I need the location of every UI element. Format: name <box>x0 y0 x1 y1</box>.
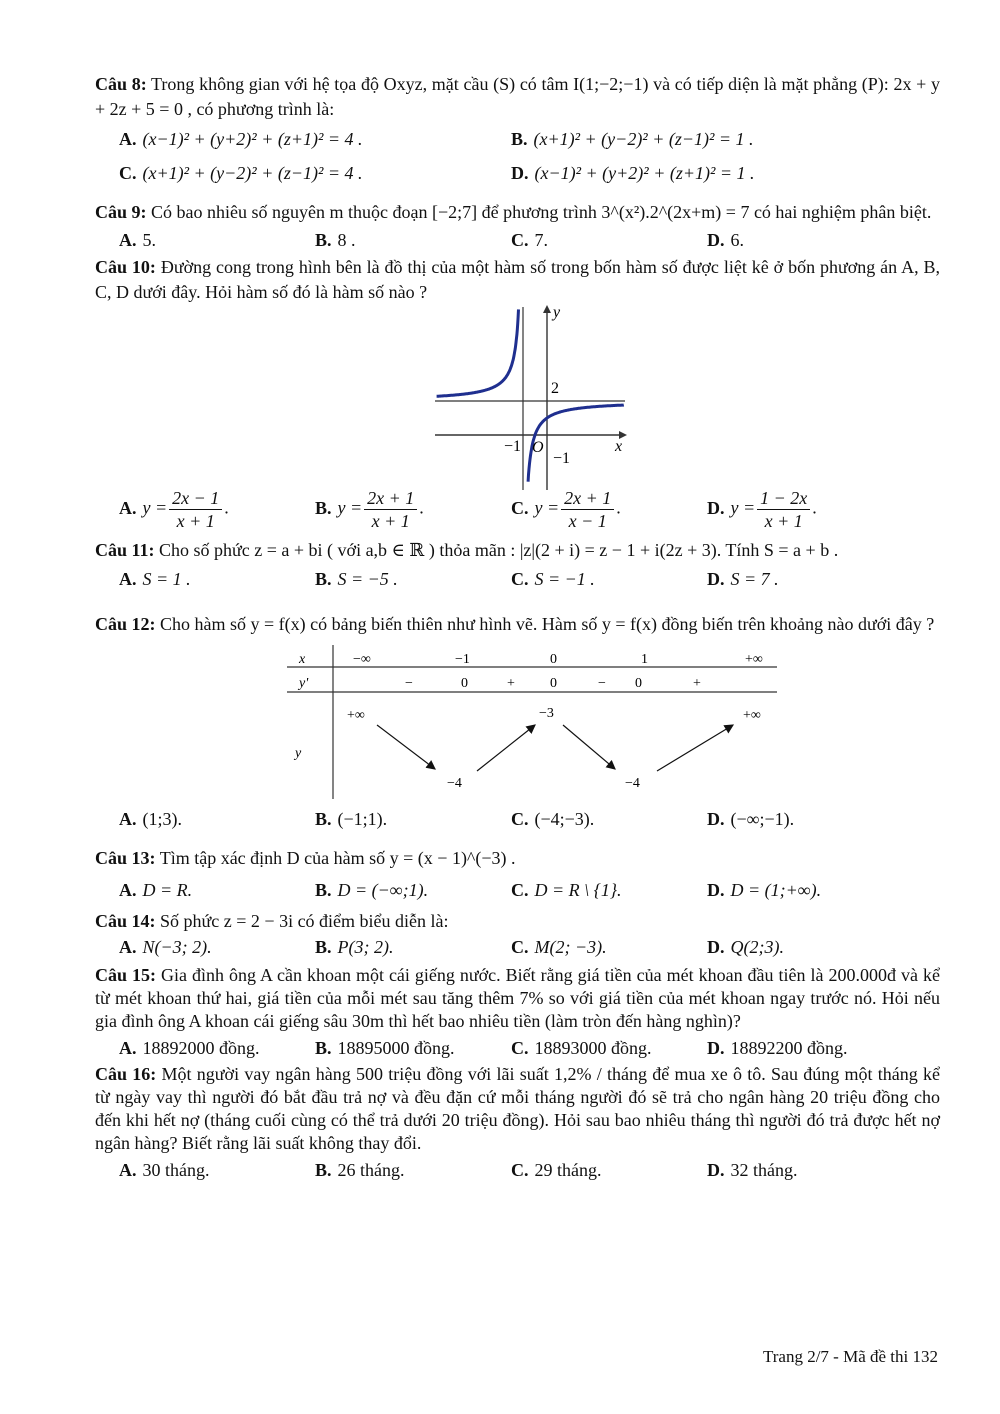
graph-svg <box>95 305 940 505</box>
y-value: −4 <box>447 776 462 791</box>
question-11 <box>95 538 940 563</box>
function-graph <box>95 305 940 505</box>
options-q11 <box>119 566 940 592</box>
option-c[interactable]: C. 29 tháng. <box>511 1160 602 1180</box>
question-label: Câu 11: <box>95 540 155 560</box>
question-label: Câu 15: <box>95 965 156 985</box>
header-x: x <box>299 652 306 667</box>
options-q16 <box>119 1157 940 1183</box>
option-b[interactable]: B. y = $\frac{2x + 1}{x + 1}$ . <box>315 488 424 531</box>
option-a[interactable]: A. (x−1)² + (y+2)² + (z+1)² = 4 . <box>119 129 363 149</box>
x-label: x <box>615 438 623 455</box>
option-a[interactable]: A. (1;3). <box>119 809 182 829</box>
yprime-value: − <box>598 676 606 691</box>
option-c[interactable]: C. (x+1)² + (y−2)² + (z−1)² = 4 . <box>119 163 363 183</box>
question-label: Câu 10: <box>95 257 156 277</box>
curve-left-branch <box>437 309 519 396</box>
option-b[interactable]: B. 8 . <box>315 230 356 250</box>
question-text: Gia đình ông A cần khoan một cái giếng nước. Biết rằng giá tiền của mét khoan đầu tiên là 200.000đ và kể từ mét khoan thứ hai, giá tiền của mỗi mét sau tăng thêm 7% so với giá tiền của mét khoan ngay trước nó. Hỏi nếu gia đình ông A khoan cái giếng sâu 30m thì hết bao nhiêu tiền (làm tròn đến hàng nghìn)? <box>95 965 940 1031</box>
question-14 <box>95 909 940 934</box>
option-b[interactable]: B. P(3; 2). <box>315 937 394 957</box>
arrow-increase <box>657 725 733 771</box>
header-yprime: y' <box>299 676 309 691</box>
option-c[interactable]: C. M(2; −3). <box>511 937 607 957</box>
option-a[interactable]: A. N(−3; 2). <box>119 937 212 957</box>
options-q15 <box>119 1035 940 1061</box>
y-value: +∞ <box>743 708 761 723</box>
question-text: Một người vay ngân hàng 500 triệu đồng với lãi suất 1,2% / tháng để mua xe ô tô. Sau đúng một tháng kể từ ngày vay thì người đó bắt đầu trả nợ và đều đặn cứ mỗi tháng người đó sẽ trả cho ngân hàng 20 triệu đồng cho đến khi hết nợ (tháng cuối cùng có thể trả dưới 20 triệu đồng). Hỏi sau bao nhiêu tháng thì người đó trả được hết nợ ngân hàng? Biết rằng lãi suất không thay đổi. <box>95 1064 941 1153</box>
x-value: +∞ <box>745 652 763 667</box>
option-d[interactable]: D. Q(2;3). <box>707 937 784 957</box>
option-b[interactable]: B. S = −5 . <box>315 569 398 589</box>
option-c[interactable]: C. D = R \ {1}. <box>511 880 622 900</box>
options-q8-row2 <box>119 160 940 186</box>
y-value: +∞ <box>347 708 365 723</box>
option-a[interactable]: A. 18892000 đồng. <box>119 1038 260 1058</box>
page-footer: Trang 2/7 - Mã đề thi 132 <box>762 1347 938 1366</box>
options-q12 <box>119 806 940 832</box>
x-value: −1 <box>455 652 470 667</box>
option-d[interactable]: D. S = 7 . <box>707 569 779 589</box>
option-b[interactable]: B. D = (−∞;1). <box>315 880 429 900</box>
x-value: 1 <box>641 652 648 667</box>
question-10 <box>95 255 940 305</box>
option-a[interactable]: A. y = $\frac{2x - 1}{x + 1}$ . <box>119 488 229 531</box>
arrow-decrease <box>563 725 615 769</box>
label-neg1-x: −1 <box>504 438 522 455</box>
option-d[interactable]: D. (−∞;−1). <box>707 809 795 829</box>
variation-table-svg <box>95 637 940 802</box>
question-text: Cho số phức z = a + bi ( với a,b ∈ ℝ ) thỏa mãn : |z|(2 + i) = z − 1 + i(2z + 3). Tính S = a + b . <box>159 540 839 560</box>
question-label: Câu 13: <box>95 848 156 868</box>
option-c[interactable]: C. S = −1 . <box>511 569 595 589</box>
x-value: 0 <box>550 652 557 667</box>
arrow-increase <box>477 725 535 771</box>
y-value: −4 <box>625 776 640 791</box>
option-b[interactable]: B. 18895000 đồng. <box>315 1038 455 1058</box>
header-y: y <box>295 746 302 761</box>
option-d[interactable]: D. D = (1;+∞). <box>707 880 822 900</box>
option-d[interactable]: D. 6. <box>707 230 744 250</box>
question-text: Trong không gian với hệ tọa độ Oxyz, mặt cầu (S) có tâm I(1;−2;−1) và có tiếp diện là mặt phẳng (P): 2x + y + 2z + 5 = 0 , có phương trình là: <box>95 74 940 119</box>
option-b[interactable]: B. (−1;1). <box>315 809 388 829</box>
x-value: −∞ <box>353 652 371 667</box>
yprime-value: 0 <box>461 676 468 691</box>
question-15 <box>95 964 940 1033</box>
option-c[interactable]: C. 7. <box>511 230 548 250</box>
yprime-value: + <box>693 676 701 691</box>
question-text: Tìm tập xác định D của hàm số y = (x − 1)^(−3) . <box>159 848 516 868</box>
question-label: Câu 16: <box>95 1064 157 1084</box>
option-a[interactable]: A. 5. <box>119 230 156 250</box>
question-16 <box>95 1063 940 1155</box>
option-d[interactable]: D. 18892200 đồng. <box>707 1038 848 1058</box>
label-two: 2 <box>551 380 559 397</box>
option-c[interactable]: C. (−4;−3). <box>511 809 595 829</box>
question-text: Có bao nhiêu số nguyên m thuộc đoạn [−2;7] để phương trình 3^(x²).2^(2x+m) = 7 có hai nghiệm phân biệt. <box>151 202 932 222</box>
options-q14 <box>119 934 940 960</box>
question-8 <box>95 72 940 122</box>
question-text: Đường cong trong hình bên là đồ thị của một hàm số trong bốn hàm số được liệt kê ở bốn phương án A, B, C, D dưới đây. Hỏi hàm số đó là hàm số nào ? <box>95 257 940 302</box>
question-label: Câu 12: <box>95 614 156 634</box>
question-9 <box>95 200 940 225</box>
option-a[interactable]: A. S = 1 . <box>119 569 191 589</box>
yprime-value: 0 <box>635 676 642 691</box>
yprime-value: − <box>405 676 413 691</box>
question-label: Câu 14: <box>95 911 156 931</box>
question-label: Câu 8: <box>95 74 147 94</box>
yprime-value: 0 <box>550 676 557 691</box>
option-d[interactable]: D. y = $\frac{1 - 2x}{x + 1}$ . <box>707 488 817 531</box>
option-c[interactable]: C. y = $\frac{2x + 1}{x - 1}$ . <box>511 488 621 531</box>
options-q9 <box>119 227 940 253</box>
option-d[interactable]: D. 32 tháng. <box>707 1160 798 1180</box>
yprime-value: + <box>507 676 515 691</box>
exam-page <box>95 72 940 1183</box>
variation-table <box>95 637 940 802</box>
question-text: Số phức z = 2 − 3i có điểm biểu diễn là: <box>160 911 449 931</box>
options-q8-row1 <box>119 126 940 152</box>
option-b[interactable]: B. 26 tháng. <box>315 1160 405 1180</box>
question-text: Cho hàm số y = f(x) có bảng biến thiên như hình vẽ. Hàm số y = f(x) đồng biến trên khoảng nào dưới đây ? <box>160 614 935 634</box>
y-label: y <box>553 305 561 321</box>
option-b[interactable]: B. (x+1)² + (y−2)² + (z−1)² = 1 . <box>511 129 754 149</box>
option-d[interactable]: D. (x−1)² + (y+2)² + (z+1)² = 1 . <box>511 163 755 183</box>
question-label: Câu 9: <box>95 202 147 222</box>
option-a[interactable]: A. 30 tháng. <box>119 1160 210 1180</box>
y-value: −3 <box>539 706 554 721</box>
label-neg1-y: −1 <box>553 450 571 467</box>
origin-label: O <box>532 439 544 456</box>
question-13 <box>95 846 940 871</box>
question-12 <box>95 612 940 637</box>
arrow-decrease <box>377 725 435 769</box>
option-a[interactable]: A. D = R. <box>119 880 193 900</box>
option-c[interactable]: C. 18893000 đồng. <box>511 1038 652 1058</box>
y-axis-arrow <box>543 305 551 313</box>
options-q13 <box>119 877 940 903</box>
